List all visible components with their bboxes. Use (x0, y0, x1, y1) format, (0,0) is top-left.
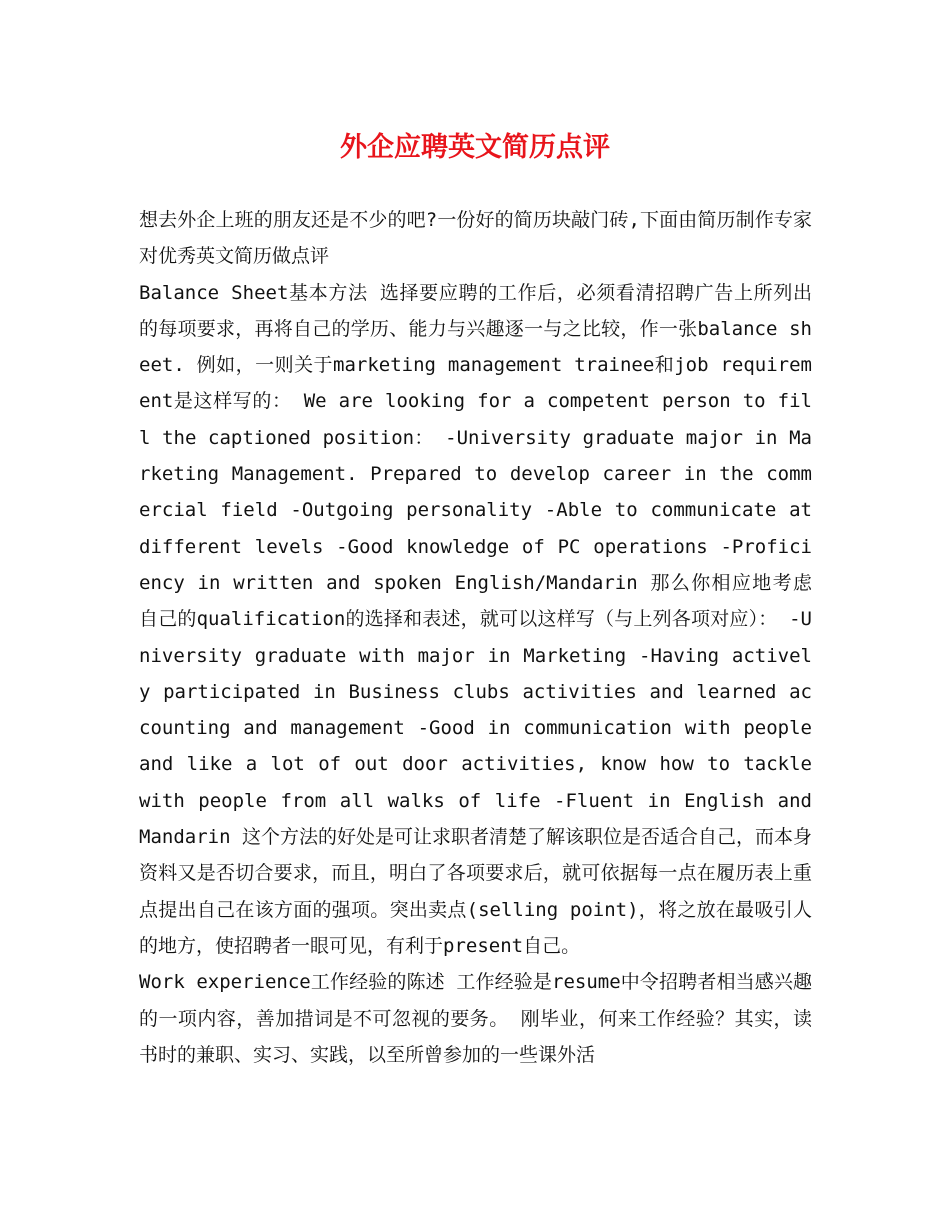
document-title: 外企应聘英文简历点评 (340, 132, 610, 163)
paragraph-work-experience: Work experience工作经验的陈述 工作经验是resume中令招聘者相当感兴趣的一项内容，善加措词是不可忽视的要务。 刚毕业，何来工作经验？其实，读书时的兼职、实习、实践，以至所曾参加的一些课外活 (139, 971, 812, 1066)
paragraph-intro: 想去外企上班的朋友还是不少的吧?一份好的简历块敲门砖,下面由简历制作专家对优秀英文简历做点评 (139, 209, 812, 268)
document-body (139, 202, 812, 1073)
paragraph-balance-sheet: Balance Sheet基本方法 选择要应聘的工作后，必须看清招聘广告上所列出的每项要求，再将自己的学历、能力与兴趣逐一与之比较，作一张balance sheet. 例如，一则关于marketing management trainee和job requirement是这样写的： We are looking for a competent person to fill the captioned position： -University graduate major in Marketing Management. Prepared to develop career in the commercial field -Outgoing personality -Able to communicate at different levels -Good knowledge of PC operations -Proficiency in written and spoken English/Mandarin 那么你相应地考虑自己的qualification的选择和表述，就可以这样写（与上列各项对应）： -University graduate with major in Marketing -Having actively participated in Business clubs activities and learned accounting and management -Good in communication with people and like a lot of out door activities, know how to tackle with people from all walks of life -Fluent in English and Mandarin 这个方法的好处是可让求职者清楚了解该职位是否适合自己，而本身资料又是否切合要求，而且，明白了各项要求后，就可依据每一点在履历表上重点提出自己在该方面的强项。突出卖点(selling point)，将之放在最吸引人的地方，使招聘者一眼可见，有利于present自己。 (139, 281, 812, 957)
